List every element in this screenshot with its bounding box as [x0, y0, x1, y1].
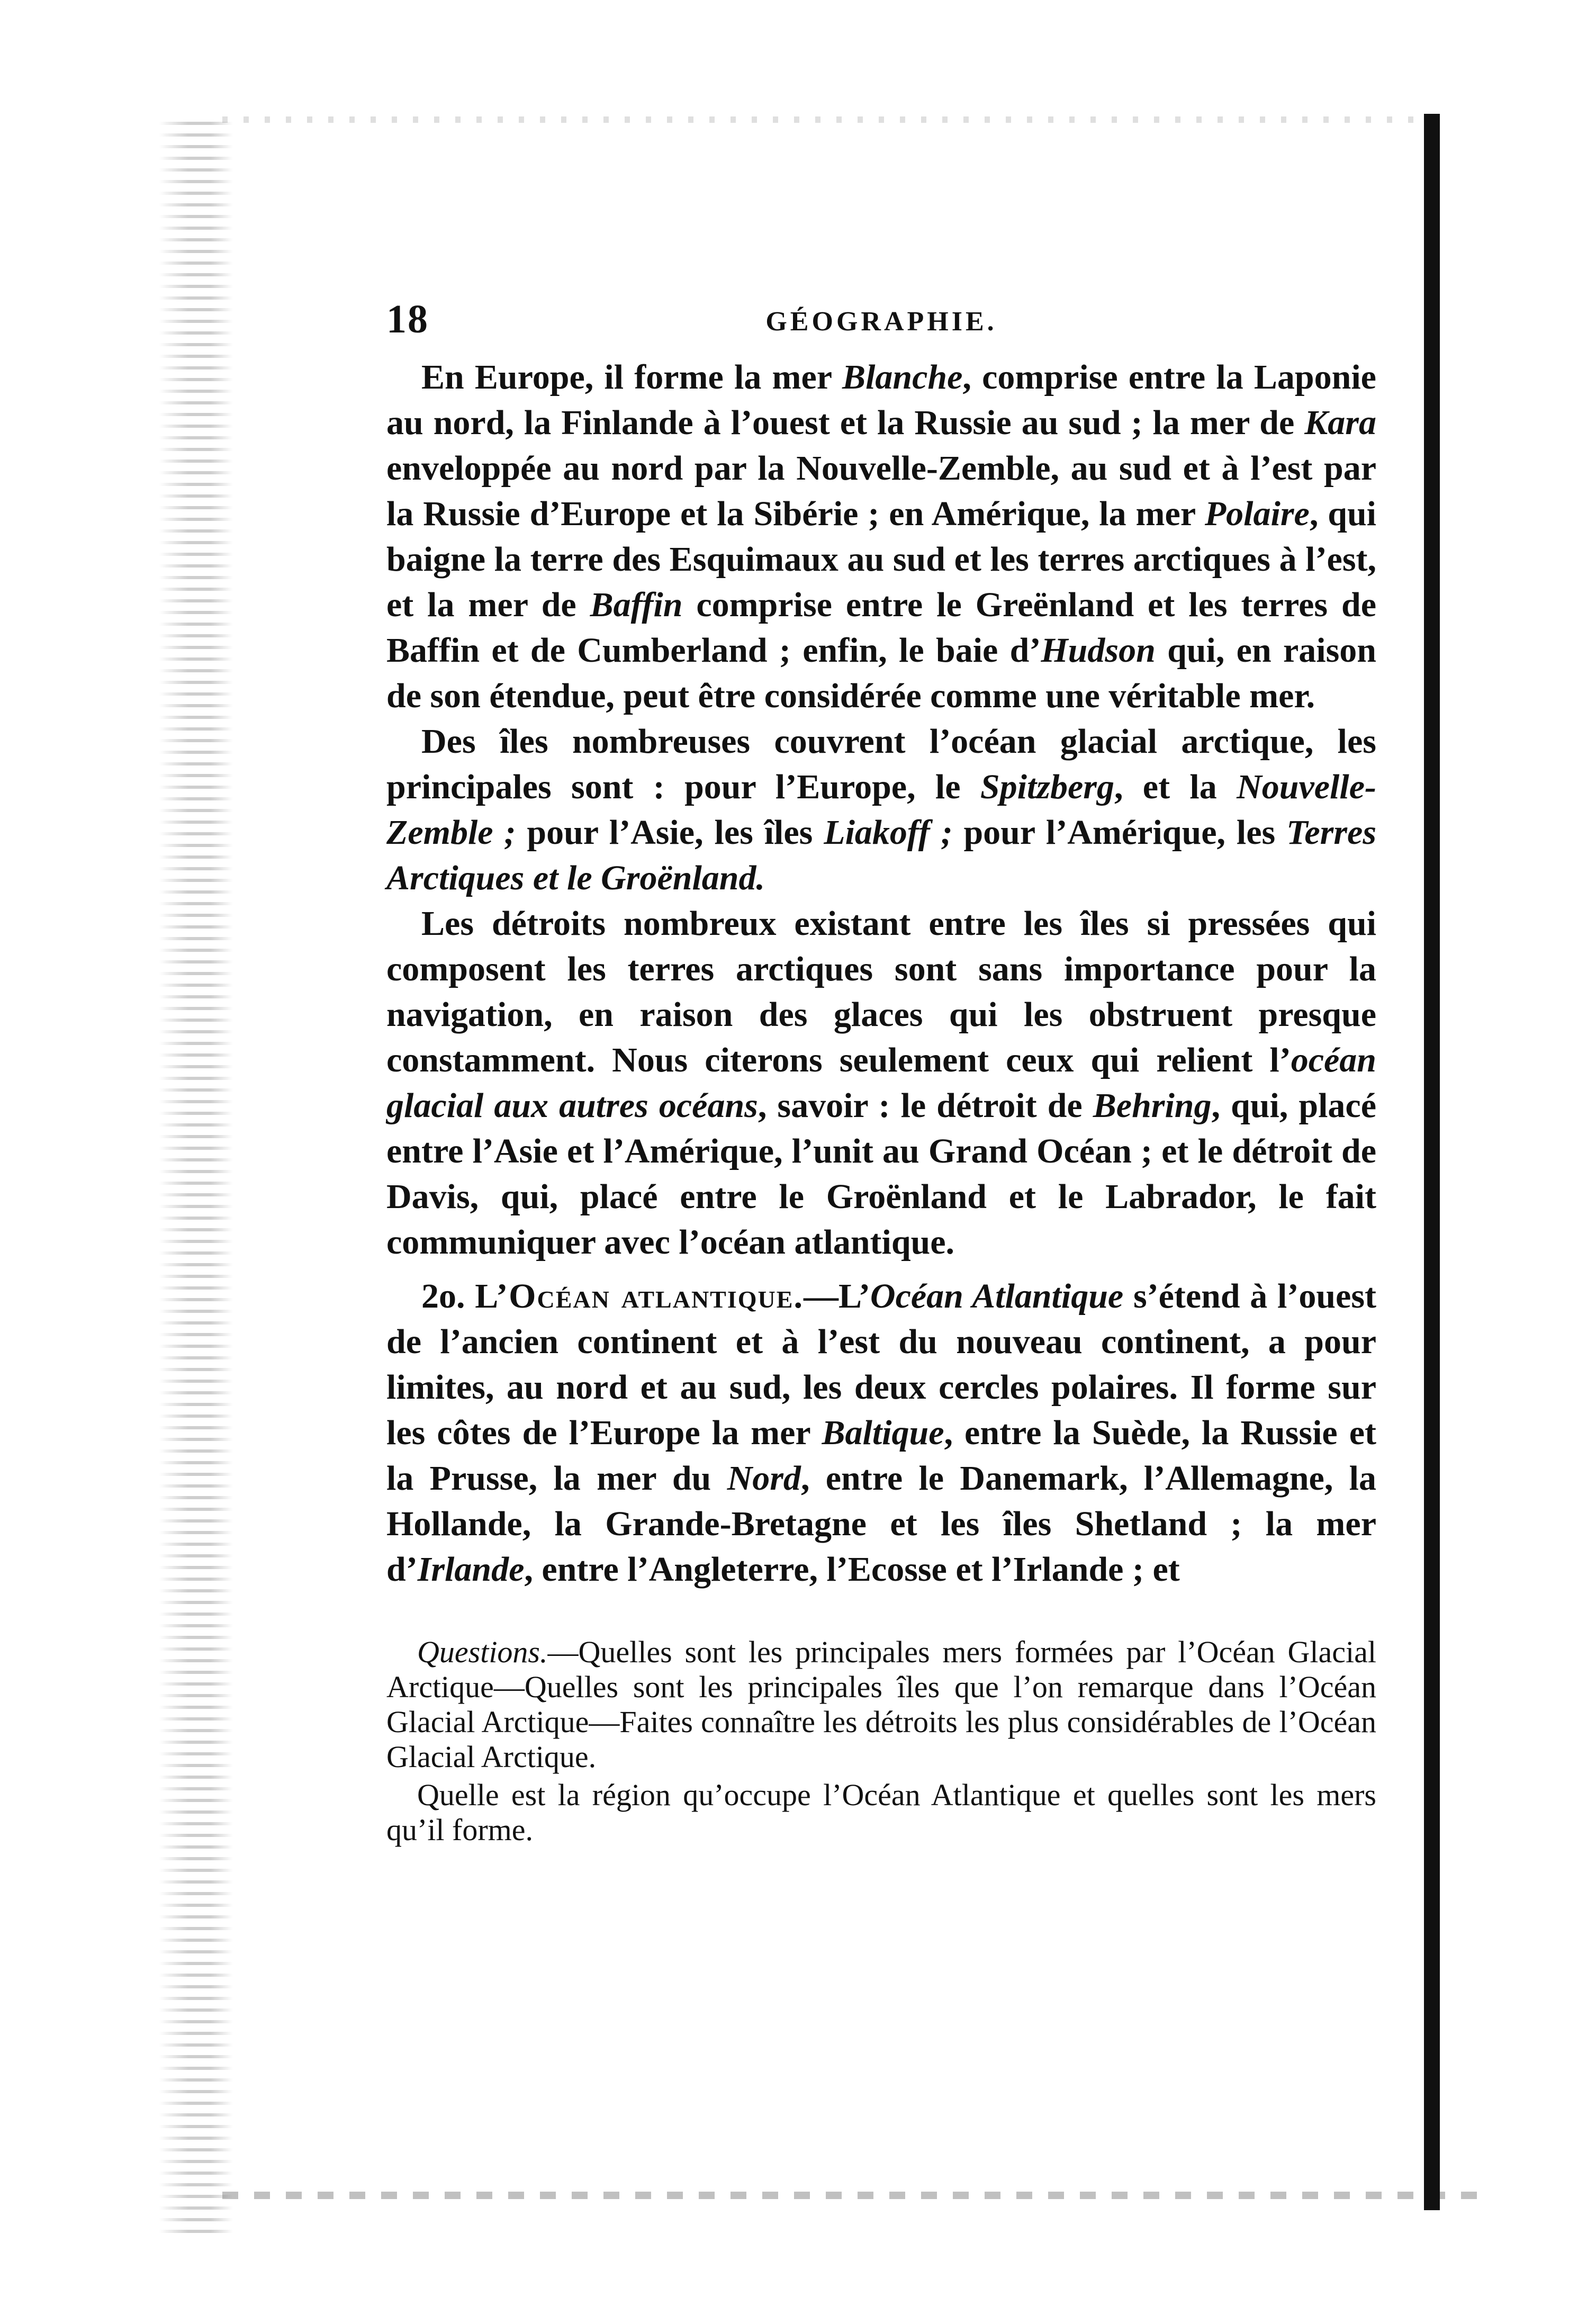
- text-run: qui, en raison de son étendue, peut être considérée comme une véritable mer.: [386, 631, 1376, 715]
- text-run: , entre l’Angleterre, l’Ecosse et l’Irlande ; et: [524, 1550, 1180, 1589]
- italic-run: Spitzberg: [980, 768, 1114, 806]
- italic-run: Océan Atlantique: [870, 1277, 1124, 1316]
- italic-run: Irlande: [417, 1550, 525, 1589]
- text-run: pour l’Asie, les îles: [516, 813, 824, 852]
- text-run: , entre le Danemark, l’Allemagne, la Hollande, la Grande-Bretagne et les îles Shetland ; la mer d’: [386, 1459, 1376, 1589]
- text-run: , entre la Suède, la Russie et la Prusse, la mer du: [386, 1413, 1376, 1498]
- text-run: , comprise entre la Laponie au nord, la Finlande à l’ouest et la Russie au sud ; la mer de: [386, 358, 1376, 442]
- text-run: —L’: [803, 1277, 870, 1316]
- italic-run: Hudson: [1041, 631, 1156, 670]
- page-number: 18: [386, 297, 429, 341]
- page-header: [386, 296, 1376, 355]
- scan-edge-top: [222, 116, 1440, 123]
- paragraph-detroits: [386, 901, 1376, 1265]
- text-run: , qui, placé entre l’Asie et l’Amérique, l’unit au Grand Océan ; et le détroit de Davis, qui, placé entre le Groënland et le Labrador, le fait communiquer avec l’océan atlantique.: [386, 1086, 1376, 1262]
- body-text: [386, 355, 1376, 1592]
- question-paragraph: [386, 1778, 1376, 1848]
- italic-run: Terres Arctiques et le Groënland.: [386, 813, 1377, 897]
- italic-run: Nord: [727, 1459, 801, 1498]
- text-run: , qui baigne la terre des Esquimaux au sud et les terres arctiques à l’est, et la mer de: [386, 494, 1376, 624]
- text-run: En Europe, il forme la mer: [421, 358, 843, 397]
- running-title: GÉOGRAPHIE.: [765, 307, 997, 337]
- text-run: s’étend à l’ouest de l’ancien continent et à l’est du nouveau continent, a pour limites, au nord et au sud, les deux cercles polaires. Il forme sur les côtes de l’Europe la mer: [386, 1277, 1377, 1452]
- section-heading: L’Océan atlantique.: [475, 1277, 804, 1316]
- italic-run: Nouvelle-Zemble ;: [386, 768, 1376, 852]
- text-run: , et la: [1114, 768, 1237, 806]
- italic-run: Polaire: [1204, 494, 1310, 533]
- text-run: pour l’Amérique, les: [952, 813, 1287, 852]
- text-run: enveloppée au nord par la Nouvelle-Zemble, au sud et à l’est par la Russie d’Europe et la Sibérie ; en Amérique, la mer: [386, 449, 1376, 533]
- italic-run: Baffin: [590, 585, 683, 624]
- scan-edge-bottom: [222, 2192, 1482, 2199]
- paragraph-ocean-atlantique: [386, 1274, 1376, 1592]
- book-page: [386, 296, 1376, 1848]
- text-run: comprise entre le Greënland et les terres de Baffin et de Cumberland ; enfin, le baie d’: [386, 585, 1377, 670]
- paragraph-mers-arctiques: [386, 355, 1376, 719]
- italic-run: Liakoff ;: [824, 813, 953, 852]
- question-text: Quelle est la région qu’occupe l’Océan Atlantique et quelles sont les mers qu’il forme.: [386, 1778, 1376, 1847]
- question-paragraph: [386, 1635, 1376, 1774]
- paragraph-iles: [386, 719, 1376, 901]
- page-spine: [1424, 114, 1440, 2210]
- text-run: Les détroits nombreux existant entre les îles si pressées qui composent les terres arctiques sont sans importance pour la navigation, en raison des glaces qui les obstruent presque constamment. Nous citerons seulement ceux qui relient l’: [386, 904, 1376, 1079]
- italic-run: océan glacial aux autres océans: [386, 1041, 1376, 1125]
- questions-block: [386, 1635, 1376, 1848]
- italic-run: Kara: [1304, 403, 1376, 442]
- question-text: —Quelles sont les principales mers formées par l’Océan Glacial Arctique—Quelles sont les principales îles que l’on remarque dans l’Océan Glacial Arctique—Faites connaître les détroits les plus considérables de l’Océan Glacial Arctique.: [386, 1635, 1376, 1774]
- italic-run: Behring: [1093, 1086, 1212, 1125]
- questions-label: Questions.: [417, 1635, 548, 1669]
- section-number: 2o.: [421, 1277, 475, 1316]
- italic-run: Baltique: [822, 1413, 944, 1452]
- text-run: , savoir : le détroit de: [758, 1086, 1093, 1125]
- text-run: Des îles nombreuses couvrent l’océan glacial arctique, les principales sont : pour l’Europe, le: [386, 722, 1376, 806]
- italic-run: Blanche: [842, 358, 963, 397]
- scan-edge-left: [159, 122, 233, 2239]
